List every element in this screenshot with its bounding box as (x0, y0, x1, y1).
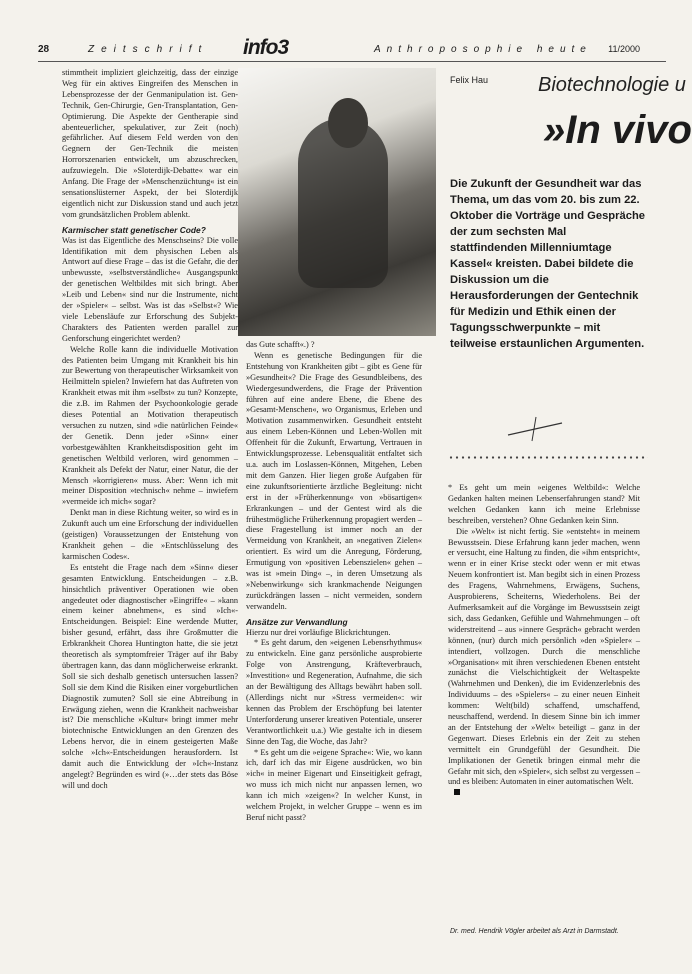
col2-paragraph: * Es geht darum, den »eigenen Lebensrhythmus« zu entwickeln. Eine ganz persönliche ausprobierte Folge von Anstrengung, Kräfteverbrauch, »Investition« und Regeneration, Aufnahme, die sich an der Bewältigung des Alltags bewährt haben soll. (Allerdings nicht nur »Stress vermeiden«: wir kennen das Problem der Erschöpfung bei latenter Unterforderung unserer kreativen Potentiale, unserer Verantwortlichkeit u.a.) Wie gestalte ich in diesem Sinne den Tag, die Woche, das Jahr? (246, 638, 422, 746)
col3-paragraph: Die »Welt« ist nicht fertig. Sie »entsteht« in meinem Bewusstsein. Diese Erfahrung kann jeder machen, wenn er versucht, eine Haltung zu finden, die »ihm entspricht«, wenn er in einer Krise steckt oder wenn er mit etwas Neuem konfrontiert ist. Man begibt sich in einen Prozess des Fragens, Wahrnehmens, Erwägens, Suchens, Ausprobierens, Scheiterns, Wiederholens. Bei der Aufmerksamkeit auf die Vorgänge im Bewusstsein zeigt sich, dass Gedanken, Gefühle und Wahrnehmungen – oft widerstreitend – aus »innere Gespräch« gebracht werden können, (nur) durch mich persönlich »den »Spieler« – intendiert, vollzogen. Durch die menschliche »Organisation« mit ihren verschiedenen Ebenen entsteht zunächst die Vielschichtigkeit der Weltaspekte (Wahrnehmen und Denken), die im Evidenzerlebnis des Individuums – des »Spielers« – zu einer neuen Einheit kommen: Welt(bild) schaffend, umschaffend, neuschaffend, werdend. In diesem Sinne bin ich immer an der Entstehung der »Welt« beteiligt – ganz in der Gegenwart. Dieses Erlebnis ein der Zeit zu stehen vermittelt ein Grundgefühl der Gesundheit. Die Implikationen der Genetik bringen einmal mehr die Gefahr mit sich, den »Spieler«, sich selbst zu vergessen – und es bleiben: Automaten in einer automatischen Welt. (448, 526, 640, 787)
col1-paragraph: Denkt man in diese Richtung weiter, so wird es in Zukunft auch um eine Erforschung der individuellen (geistigen) Voraussetzungen der Entstehung von Krankheit gehen – die »Entschlüsselung des karmischen Codes«. (62, 508, 238, 561)
header-subtitle: Anthroposophie heute (374, 44, 592, 55)
col3-paragraph: * Es geht um mein »eigenes Weltbild«: Welche Gedanken halten meinen Lebenserfahrungen stand? Mit welchen Gedanken kann ich meine Erlebnisse beschreiben, verstehen? Ohne Gedanken kein Sinn. (448, 483, 640, 525)
header-magazine: Zeitschrift (88, 44, 209, 55)
dotted-divider (448, 456, 648, 459)
article-title: »In vivo (543, 108, 692, 152)
column-3 (448, 483, 640, 923)
end-mark-icon (454, 789, 460, 795)
article-topic: Biotechnologie u (538, 74, 686, 96)
author-note: Dr. med. Hendrik Vögler arbeitet als Arzt in Darmstadt. (450, 928, 619, 935)
issue-number: 11/2000 (608, 44, 640, 54)
magazine-logo: info3 (243, 36, 289, 59)
col1-subheading: Karmischer statt genetischer Code? (62, 224, 206, 235)
article-photo (238, 68, 436, 336)
col1-paragraph: Was ist das Eigentliche des Menschseins? Die volle Identifikation mit dem physischen Leben als Antwort auf diese Frage – das ist die Gefahr, die der unbewusste, »selbstverständliche« Ausgangspunkt der genetischen Weltbildes mit sich bringt. Aber »Leib und Leben« sind nur die Instrumente, nicht der »Spieler« – selbst. Was ist das »Selbst«? Wie viele Lebensläufe zur Erforschung des Subjekt-Charakters des Patienten werden parallel zur Genforschung eingerichtet werden? (62, 235, 238, 343)
col2-paragraph: das Gute schafft«.) ? (246, 340, 315, 349)
col2-subheading: Ansätze zur Verwandlung (246, 616, 348, 627)
col1-paragraph: stimmtheit impliziert gleichzeitig, dass der einzige Weg für ein aktives Eingreifen des Menschen in Lebensprozesse der der Genmanipulation ist. Gen-Technik, Gen-Chirurgie, Gen-Transplantation, Gen-Optimierung. Die Aspekte der Gentherapie sind abenteuerlicher, spekulativer, zur Zeit (noch) gefährlicher. Auf diesem Feld werden von den Gegnern der Gen-Technik die meisten Horrorszenarien entwickelt, um abzuschrecken, aufzuwiegeln. Die »Sloterdijk-Debatte« war ein Anfang. Die Frage der »Menschenzüchtung« ist ein sensationslüsterner Aspekt, der bei Sloterdijk eigentlich nicht zur Diskussion stand und auch jetzt vom grundsätzlichen Problem ablenkt. (62, 68, 238, 219)
page-number: 28 (38, 44, 50, 55)
article-lead: Die Zukunft der Gesundheit war das Thema, um das vom 20. bis zum 22. Oktober die Vorträge und Gespräche der zum sechsten Mal stattfindenden Millenniumtage Kassel« kreisten. Dabei bildete die Diskussion um die Herausforderungen der Gentechnik für Medizin und Ethik einen der Tagungsschwerpunkte – mit teilweise erstaunlichen Argumenten. (450, 178, 645, 350)
header-rule (38, 61, 666, 62)
col1-paragraph: Welche Rolle kann die individuelle Motivation des Patienten beim Umgang mit Krankheit bis hin zur Bewertung von therapeutischer Wirksamkeit von Heilmitteln spielen? Inwiefern hat das Auftreten von Krankheit etwas mit ihm »selbst« zu tun? Konzepte, die z.B. im Rahmen der Psychoonkologie gerade dieses Potential an Motivation therapeutisch versuchen zu nutzen, sind »die natürlichen Feinde« der Genetik. Denn jeder »Sinn« einer vorbestgewählten Krankheitsdisposition geht im genetischen Weltbild verloren, wird genommen – Krankheit als Defekt der Natur, einer Natur, die der Mensch »korrigieren« muss. Aber: Wenn ich mit meiner Disposition »technisch« nehme – inwiefern »vermeide ich mich« sogar? (62, 344, 238, 507)
page-header (38, 36, 666, 59)
column-2 (246, 340, 422, 950)
decorative-stroke-icon (506, 413, 566, 443)
photo-head (328, 98, 368, 148)
col1-paragraph: Es entsteht die Frage nach dem »Sinn« dieser gesamten Entwicklung. Entscheidungen – z.B. hinsichtlich präventiver Operationen wie oben angedeutet oder diagnostischer »Eingriffe« – »kann einem keiner abnehmen«, es sind »Ich«-Entscheidungen. Beispiel: Eine werdende Mutter, bisher gesund, erfährt, dass ihre Großmutter die Erbkrankheit Chorea Huntington hatte, die sie jetzt theoretisch als symptomfreier Träger auf ihr Baby übertragen kann, das dann möglicherweise erkrankt. Soll sie sich deshalb genetisch untersuchen lassen? Soll sie dem Kind die Risiken einer vorgeburtlichen Diagnostik zumuten? Soll sie eine Abtreibung in Erwägung ziehen, wenn die Krankheit nachweisbar ist? Die menschliche »Kultur« bringt immer mehr biotechnische Entwicklungen an den Grenzen des Lebens hervor, die in einem gesteigerten Maße solche »Ich«-Entscheidungen herausfordern. Ist damit auch die Entwicklung der »Ich«-Instanz angelegt? Begründen es wird (»…der stets das Böse will und doch (62, 562, 238, 790)
col2-paragraph: Wenn es genetische Bedingungen für die Entstehung von Krankheiten gibt – gibt es Gene für »Gesundheit«? Die Frage des Gesundbleibens, des Wiedergesundwerdens, die Frage der Prävention führen auf eine andere Ebene, die Ebene des »Gesamt-Menschen«, wo Organismus, Erleben und Motivation zusammenwirken. Gesundheit entsteht aus einem Leben-Können und Leben-Wollen mit Offenheit für die Zukunft, Erwartung, Vertrauen in Entwicklungsprozesse. Lebensqualität entfaltet sich u.a. auch im Loslassen-Können, Mitgehen, Leben mit dem Ganzen. Hier liegen große Aufgaben für eine zukunftsorientierte ärztliche Begleitung: nicht erst in der »Früherkennung« von »bösartigen« Erkrankungen – und der Gentest wird als die frühestmögliche Früherkennung propagiert werden – diese Fragestellung ist immer noch an der Vermeidung von Krankheit, an »negativen Zielen« orientiert. Es wird um die Anregung, Förderung, Ermutigung von »positiven Lebenszielen« gehen – was ist »mein Ding« –, in deren Umsetzung als »Nebenwirkung« sich krankmachende Neigungen zurückdrängen lassen – nicht vermeiden, sondern verwandeln. (246, 350, 422, 611)
col2-paragraph: * Es geht um die »eigene Sprache«: Wie, wo kann ich, darf ich das mir Eigene ausdrücken, wo bin »ich« in meiner Eigenart und Einseitigkeit gefragt, wo muss ich mich nicht nur anpassen lernen, wo kann ich mich »zeigen«? In welcher Kunst, in welchem Projekt, in welcher Gruppe – wenn es im Beruf nicht passt? (246, 747, 422, 822)
article-author: Felix Hau (450, 75, 489, 85)
column-1 (62, 68, 238, 948)
col2-paragraph: Hierzu nur drei vorläufige Blickrichtungen. (246, 627, 391, 637)
